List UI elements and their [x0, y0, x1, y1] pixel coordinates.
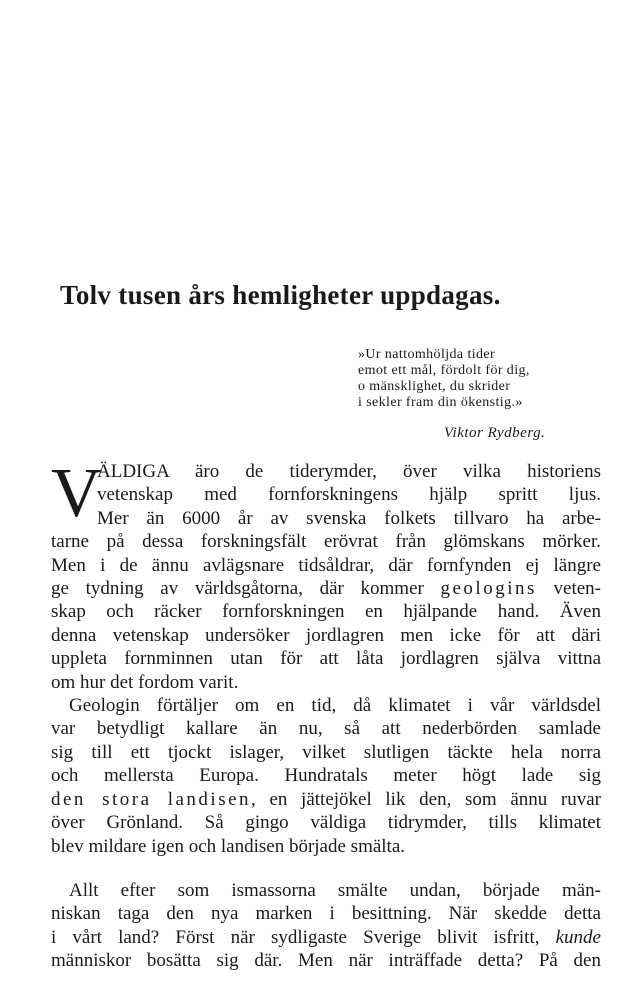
text-line [51, 926, 601, 949]
text-line: var betydligt kallare än nu, så att nederbörden samlade [51, 718, 601, 740]
text-line: människor bosätta sig där. Men när inträffade detta? På den [51, 950, 601, 972]
text-line: om hur det fordom varit. [51, 671, 239, 693]
epigraph-line: i sekler fram din ökenstig.» [358, 395, 523, 410]
text-fragment: , en jättejökel lik den, som ännu ruvar [251, 788, 602, 810]
emphasis-italic: kunde [555, 926, 601, 948]
text-fragment: i vårt land? Först när sydligaste Sverige blivit isfritt, [51, 926, 556, 948]
text-line: denna vetenskap undersöker jordlagren men icke för att däri [51, 624, 601, 646]
epigraph-line: o mänsklighet, du skrider [358, 379, 511, 394]
chapter-title: Tolv tusen års hemligheter uppdagas. [60, 280, 501, 310]
text-line: uppleta fornminnen utan för att låta jordlagren själva vittna [51, 648, 601, 670]
paragraph-gap [51, 858, 601, 879]
text-fragment: ge tydning av världsgåtorna, där kommer [51, 578, 441, 600]
text-line: ÄLDIGA äro de tiderymder, över vilka historiens [97, 461, 601, 482]
text-line: niskan taga den nya marken i besittning. När skedde detta [51, 903, 601, 925]
text-line: sig till ett tjockt islager, vilket slutligen täckte hela norra [51, 741, 601, 763]
text-line [51, 788, 601, 811]
text-line: Men i de ännu avlägsnare tidsåldrar, där fornfynden ej längre [51, 554, 601, 576]
emphasis-spaced: geologins [440, 578, 537, 600]
drop-cap: V [51, 455, 102, 532]
text-line: blev mildare igen och landisen började smälta. [51, 835, 406, 857]
text-line: tarne på dessa forskningsfält erövrat från glömskans mörker. [51, 531, 601, 553]
text-line: över Grönland. Så gingo väldiga tidrymder, tills klimatet [51, 812, 601, 834]
text-line: Allt efter som ismassorna smälte undan, började män- [69, 879, 601, 901]
text-line: Mer än 6000 år av svenska folkets tillvaro ha arbe- [97, 507, 601, 529]
emphasis-spaced: den stora landisen [51, 788, 252, 810]
text-fragment: veten- [536, 578, 601, 600]
text-line: vetenskap med fornforskningens hjälp spritt ljus. [97, 484, 601, 506]
epigraph [358, 347, 608, 411]
text-line: skap och räcker fornforskningen en hjälpande hand. Även [51, 601, 601, 623]
text-line: och mellersta Europa. Hundratals meter högt lade sig [51, 765, 601, 787]
body-text [51, 455, 602, 973]
epigraph-attribution: Viktor Rydberg. [444, 425, 546, 441]
epigraph-line: »Ur nattomhöljda tider [358, 347, 496, 362]
epigraph-line: emot ett mål, fördolt för dig, [358, 363, 530, 378]
text-line: Geologin förtäljer om en tid, då klimatet i vår världsdel [69, 695, 601, 717]
text-line [51, 577, 601, 600]
